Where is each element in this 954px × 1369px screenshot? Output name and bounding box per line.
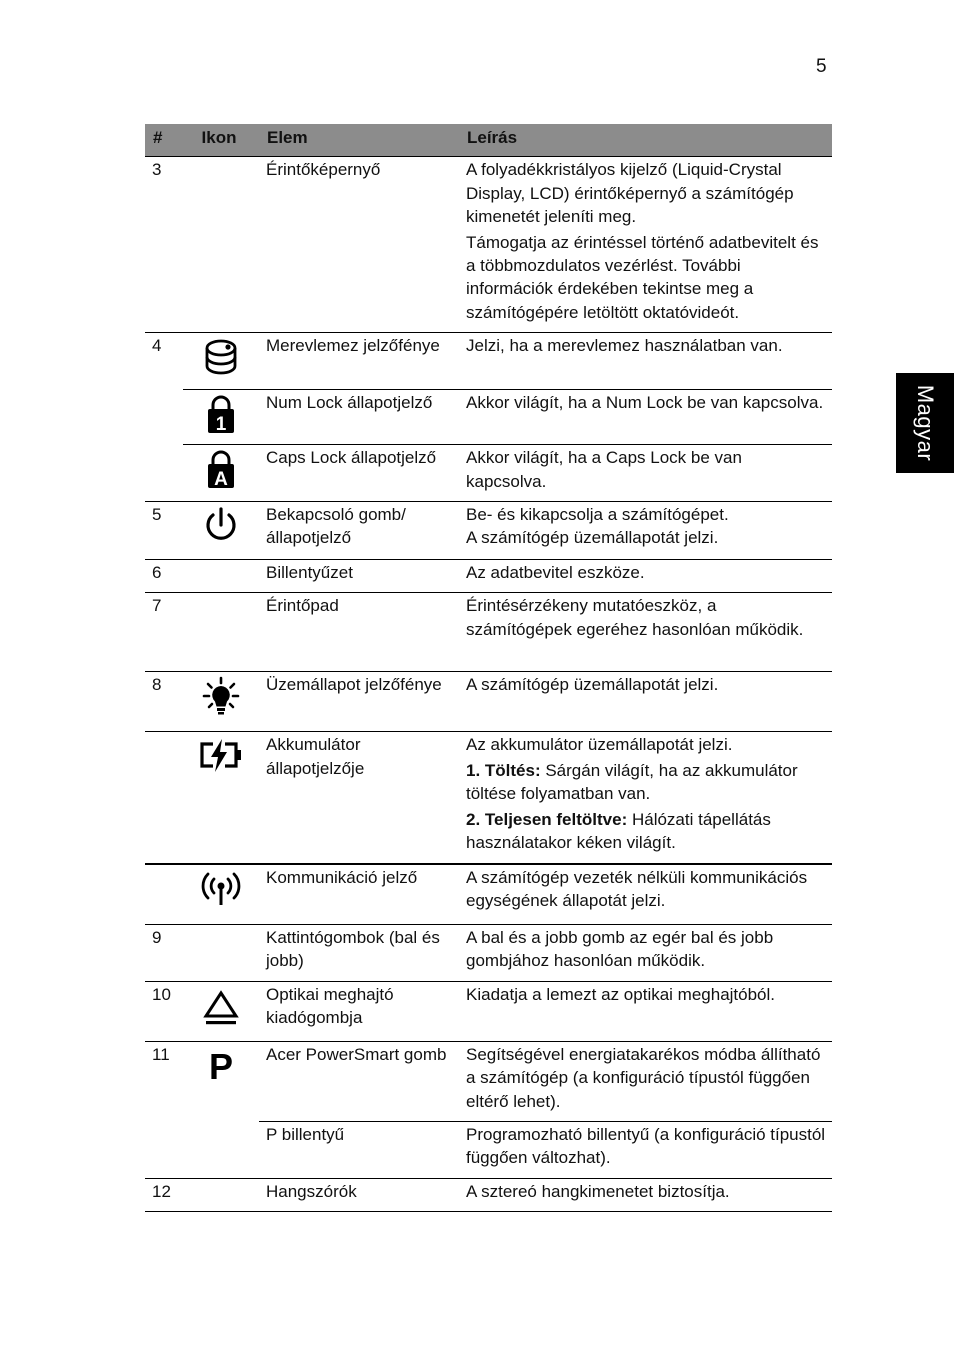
table-row [145,672,832,732]
table-row [145,560,832,593]
svg-text:1: 1 [215,414,227,435]
row-number: 11 [145,1041,183,1178]
row-element: Num Lock állapotjelző [259,390,459,445]
row-description: Programozható billentyű (a konfiguráció típustól függően változhat). [459,1122,832,1179]
row-element: Érintőpad [259,593,459,672]
row-element: Üzemállapot jelzőfénye [259,672,459,732]
row-number: 3 [145,157,183,333]
table-row [145,157,832,333]
language-side-tab [896,373,954,473]
row-element: Bekapcsoló gomb/ állapotjelző [259,502,459,560]
row-description [459,502,832,560]
header-icon: Ikon [183,124,259,157]
description-paragraph: Támogatja az érintéssel történő adatbevitelt és a többmozdulatos vezérlést. További információk érdekében tekintse meg a számítógépére letöltött oktatóvideót. [466,232,819,322]
eject-icon [183,981,259,1041]
hdd-icon [183,333,259,390]
row-element: Kattintógombok (bal és jobb) [259,925,459,982]
header-desc: Leírás [459,124,832,157]
row-description: Az adatbevitel eszköze. [459,560,832,593]
charged-note [466,808,826,855]
table-row [145,732,832,864]
page-number: 5 [816,56,827,77]
wireless-icon [183,864,259,925]
row-element: Billentyűzet [259,560,459,593]
p-key-icon [183,1041,259,1178]
num-lock-icon [183,390,259,445]
table-row [145,333,832,390]
table-row [145,1041,832,1121]
row-number: 6 [145,560,183,593]
description-paragraph: A folyadékkristályos kijelző (Liquid-Crystal Display, LCD) érintőképernyő a számítógép kimenetét jeleníti meg. [466,160,794,227]
row-description: A sztereó hangkimenetet biztosítja. [459,1178,832,1211]
row-number: 10 [145,981,183,1041]
row-element: Acer PowerSmart gomb [259,1041,459,1121]
row-description: Akkor világít, ha a Num Lock be van kapcsolva. [459,390,832,445]
row-element: Optikai meghajtó kiadógombja [259,981,459,1041]
note-text: Hálózati tápellátás használatakor kéken világít. [466,809,771,853]
header-num: # [145,124,183,157]
header-elem: Elem [259,124,459,157]
note-label: 1. Töltés: [466,760,541,780]
row-description: Jelzi, ha a merevlemez használatban van. [459,333,832,390]
battery-icon [183,732,259,864]
row-description [459,157,832,333]
note-label: 2. Teljesen feltöltve: [466,809,628,829]
row-element: P billentyű [259,1122,459,1179]
row-number: 9 [145,925,183,982]
description-line: Be- és kikapcsolja a számítógépet. [466,505,729,525]
row-description [459,732,832,864]
caps-lock-icon [183,445,259,502]
row-description: Kiadatja a lemezt az optikai meghajtóból. [459,981,832,1041]
row-description: A számítógép vezeték nélküli kommunikációs egységének állapotát jelzi. [459,864,832,925]
row-description: Segítségével energiatakarékos módba állítható a számítógép (a konfiguráció típustól függően eltérő lehet). [459,1041,832,1121]
table-row [145,445,832,502]
table-row [145,390,832,445]
row-description: A számítógép üzemállapotát jelzi. [459,672,832,732]
table-row [145,981,832,1041]
row-description: Akkor világít, ha a Caps Lock be van kapcsolva. [459,445,832,502]
svg-text:P: P [208,1045,234,1086]
power-status-icon [183,672,259,732]
language-label: Magyar [913,384,939,462]
row-number: 4 [145,333,183,502]
description-paragraph: Az akkumulátor üzemállapotát jelzi. [466,735,733,755]
note-text: Sárgán világít, ha az akkumulátor töltése folyamatban van. [466,760,798,804]
row-element: Caps Lock állapotjelző [259,445,459,502]
row-number: 7 [145,593,183,672]
row-number: 12 [145,1178,183,1211]
description-line: A számítógép üzemállapotát jelzi. [466,528,719,548]
row-element: Merevlemez jelzőfénye [259,333,459,390]
row-element: Hangszórók [259,1178,459,1211]
row-number: 5 [145,502,183,560]
table-row [145,925,832,982]
table-row [145,1178,832,1211]
table-row [145,864,832,925]
table-row [145,593,832,672]
row-number: 8 [145,672,183,732]
table-row [145,502,832,560]
charging-note [466,759,826,806]
row-description: Érintésérzékeny mutatóeszköz, a számítógépek egeréhez hasonlóan működik. [459,593,832,672]
svg-text:A: A [214,469,228,490]
table-header [145,124,832,157]
component-table [145,124,832,1212]
power-icon [183,502,259,560]
row-element: Érintőképernyő [259,157,459,333]
row-element: Kommunikáció jelző [259,864,459,925]
row-description: A bal és a jobb gomb az egér bal és jobb gombjához hasonlóan működik. [459,925,832,982]
row-element: Akkumulátor állapotjelzője [259,732,459,864]
